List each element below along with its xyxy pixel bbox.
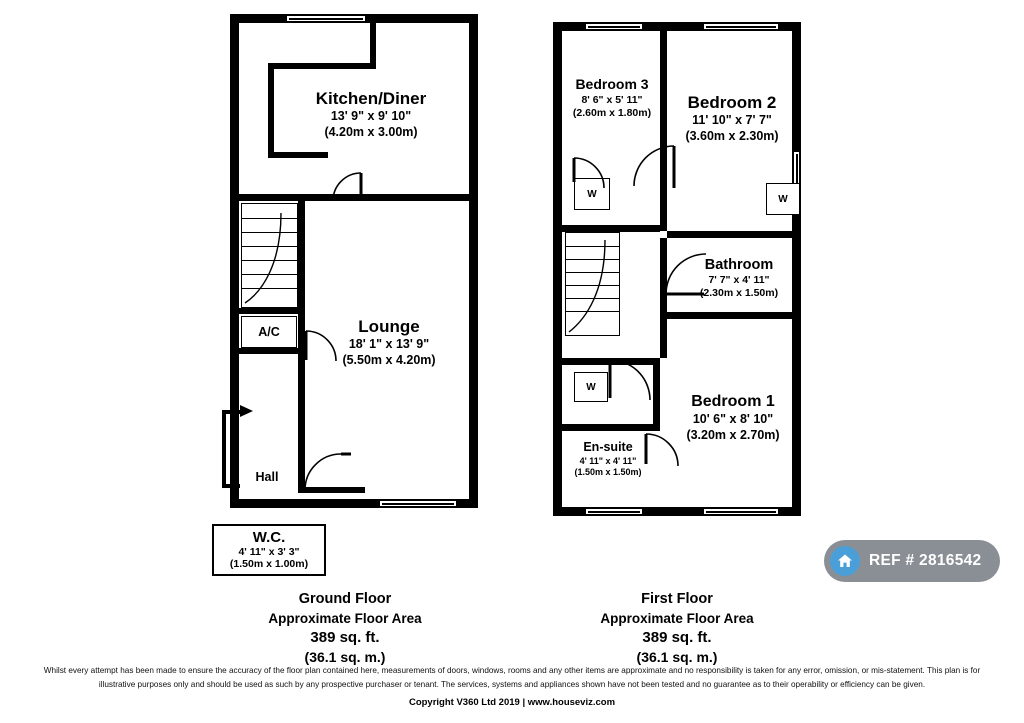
kitchen-diner-name: Kitchen/Diner bbox=[315, 89, 427, 108]
first-caption-line3: 389 sq. ft. bbox=[642, 628, 712, 646]
bedroom1-dim-metric: (3.20m x 2.70m) bbox=[686, 427, 780, 442]
ensuite-dim-imperial: 4' 11" x 4' 11" bbox=[579, 455, 637, 466]
wardrobe-label: W bbox=[586, 381, 596, 393]
window-kitchen-top bbox=[285, 14, 367, 23]
wc-name: W.C. bbox=[252, 529, 286, 546]
room-label-bedroom3 bbox=[554, 76, 670, 120]
stair-direction-curve-first bbox=[565, 232, 621, 338]
first-floor-plan bbox=[512, 0, 1024, 666]
ensuite-dim-metric: (1.50m x 1.50m) bbox=[574, 466, 642, 477]
room-label-hall bbox=[232, 470, 302, 486]
bedroom2-dim-metric: (3.60m x 2.30m) bbox=[685, 128, 779, 143]
kitchen-diner-dim-imperial: 13' 9" x 9' 10" bbox=[330, 109, 412, 124]
disclaimer-text-2: illustrative purposes only and should be used as such by any prospective purchaser or tenant. The services, systems and appliances shown have not been tested and no guarantee as to their operability or efficiency can be given. bbox=[98, 680, 926, 689]
wall-ground-left bbox=[230, 14, 239, 508]
bedroom1-name: Bedroom 1 bbox=[691, 393, 775, 410]
wall-bed3-bottom bbox=[562, 225, 660, 232]
room-label-bathroom bbox=[677, 256, 801, 300]
copyright-text: Copyright V360 Ltd 2019 | www.houseviz.com bbox=[408, 697, 616, 708]
door-bedroom1 bbox=[608, 358, 652, 402]
room-label-kitchen-diner bbox=[276, 88, 466, 141]
ref-badge[interactable] bbox=[824, 540, 1000, 582]
ground-caption-line4: (36.1 sq. m.) bbox=[304, 649, 386, 666]
ground-caption-line1: Ground Floor bbox=[298, 591, 392, 607]
window-ensuite-bottom bbox=[584, 507, 644, 516]
ground-floor-plan bbox=[0, 0, 512, 666]
disclaimer-line-1 bbox=[0, 665, 1024, 678]
wardrobe-bedroom2 bbox=[766, 183, 800, 215]
bedroom2-name: Bedroom 2 bbox=[687, 93, 777, 112]
ground-floor-caption bbox=[195, 590, 495, 667]
wc-dim-metric: (1.50m x 1.00m) bbox=[229, 558, 309, 570]
kitchen-diner-dim-metric: (4.20m x 3.00m) bbox=[324, 124, 418, 139]
room-label-bedroom2 bbox=[662, 92, 802, 145]
wall-bed2-bathroom-divider bbox=[667, 231, 801, 238]
bathroom-dim-imperial: 7' 7" x 4' 11" bbox=[708, 274, 770, 287]
copyright-line bbox=[0, 697, 1024, 708]
wall-kitchen-recess-top bbox=[268, 63, 376, 69]
first-floor-caption bbox=[527, 590, 827, 667]
wall-kitchen-recess-stub bbox=[370, 20, 376, 66]
wall-bathroom-bed1-divider bbox=[660, 312, 801, 319]
window-bedroom3-top bbox=[584, 22, 644, 31]
entry-arrow-icon bbox=[240, 402, 260, 420]
window-bedroom2-top bbox=[702, 22, 780, 31]
first-caption-line4: (36.1 sq. m.) bbox=[636, 649, 718, 666]
window-bedroom1-bottom bbox=[702, 507, 780, 516]
wall-ensuite-top bbox=[562, 424, 660, 431]
ref-badge-label: REF # 2816542 bbox=[869, 552, 982, 569]
window-lounge-bottom bbox=[378, 499, 458, 508]
wardrobe-label: W bbox=[778, 193, 788, 205]
room-label-lounge bbox=[294, 316, 484, 369]
wall-ac-bottom bbox=[239, 348, 299, 354]
room-label-bedroom1 bbox=[664, 392, 802, 443]
wc-room bbox=[212, 524, 326, 576]
first-caption-line2: Approximate Floor Area bbox=[600, 610, 754, 626]
bedroom1-dim-imperial: 10' 6" x 8' 10" bbox=[692, 412, 774, 426]
ground-caption-line2: Approximate Floor Area bbox=[268, 610, 422, 626]
lounge-dim-metric: (5.50m x 4.20m) bbox=[342, 352, 436, 367]
wall-ground-right bbox=[469, 14, 478, 508]
ac-cupboard bbox=[241, 316, 297, 348]
ac-label: A/C bbox=[258, 325, 280, 339]
wardrobe-label: W bbox=[587, 188, 597, 200]
wall-hall-left-stub bbox=[222, 410, 226, 488]
ground-caption-line3: 389 sq. ft. bbox=[310, 628, 380, 646]
wall-kitchen-recess-bottom bbox=[268, 152, 328, 158]
bedroom3-name: Bedroom 3 bbox=[575, 76, 649, 92]
wardrobe-bedroom1 bbox=[574, 372, 608, 402]
wc-dim-imperial: 4' 11" x 3' 3" bbox=[238, 546, 300, 558]
door-bedroom2 bbox=[632, 144, 676, 192]
hall-name: Hall bbox=[255, 470, 279, 484]
disclaimer-line-2 bbox=[0, 679, 1024, 692]
ensuite-name: En-suite bbox=[583, 440, 633, 454]
door-bedroom3 bbox=[572, 156, 606, 190]
first-caption-line1: First Floor bbox=[641, 591, 713, 607]
bedroom3-dim-imperial: 8' 6" x 5' 11" bbox=[581, 93, 643, 106]
home-icon bbox=[830, 546, 860, 576]
bathroom-dim-metric: (2.30m x 1.50m) bbox=[699, 287, 779, 300]
bathroom-name: Bathroom bbox=[704, 257, 774, 273]
wall-ensuite-right bbox=[653, 358, 660, 431]
bedroom2-dim-imperial: 11' 10" x 7' 7" bbox=[692, 113, 772, 128]
lounge-name: Lounge bbox=[358, 317, 420, 336]
disclaimer-text-1: Whilst every attempt has been made to ensure the accuracy of the floor plan contained here, measurements of doors, windows, rooms and any other items are approximate and no responsibility is taken for any error, omission, or mis-statement. This plan is for bbox=[43, 666, 981, 675]
stair-direction-curve bbox=[241, 203, 299, 309]
wall-kitchen-recess-vertical bbox=[268, 63, 274, 158]
door-hall-front bbox=[303, 452, 355, 492]
door-kitchen-hall bbox=[332, 172, 368, 202]
lounge-dim-imperial: 18' 1" x 13' 9" bbox=[348, 337, 430, 352]
bedroom3-dim-metric: (2.60m x 1.80m) bbox=[572, 106, 652, 119]
room-label-ensuite bbox=[556, 440, 660, 478]
